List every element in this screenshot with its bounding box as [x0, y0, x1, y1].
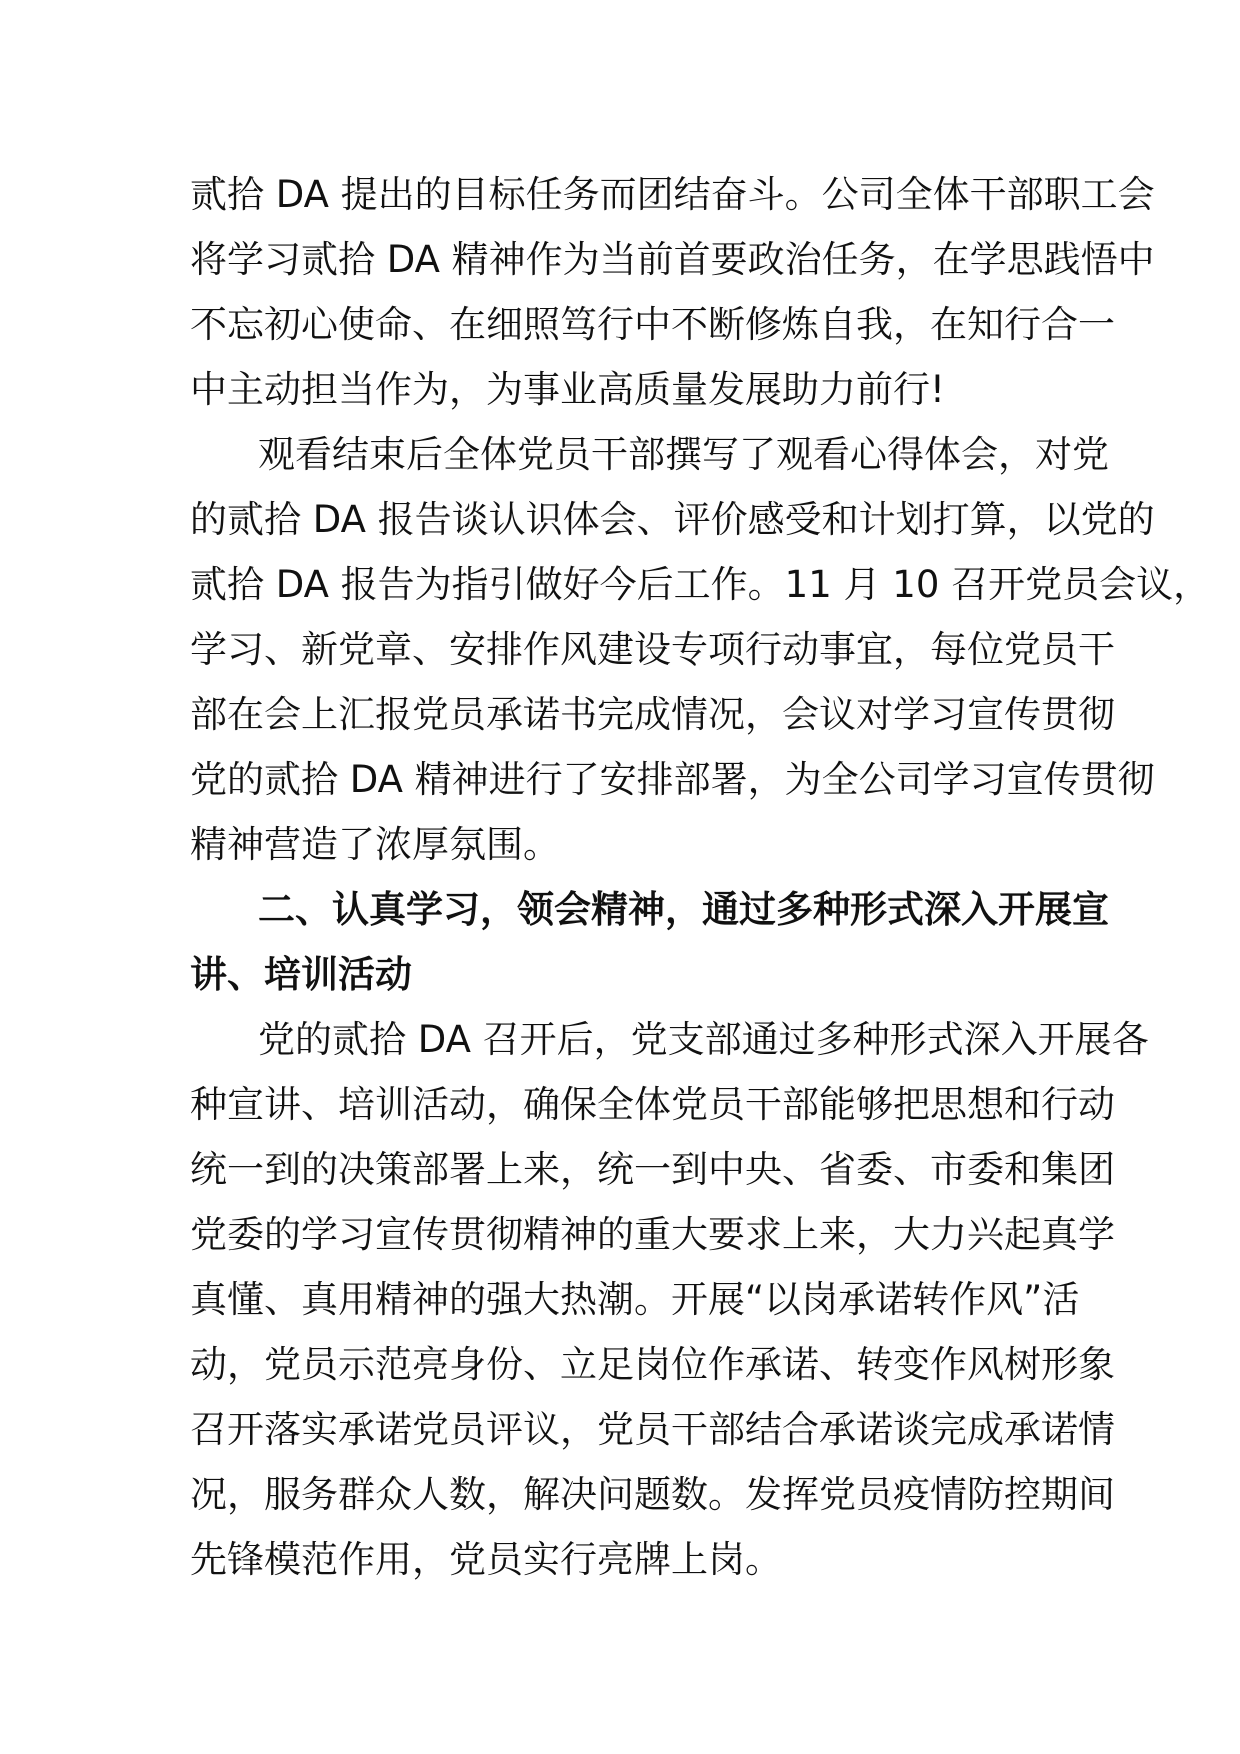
text-line: 不忘初心使命、在细照笃行中不断修炼自我，在知行合一 [190, 303, 1115, 346]
text-line: 统一到的决策部署上来，统一到中央、省委、市委和集团 [190, 1148, 1115, 1191]
heading-line: 二、认真学习，领会精神，通过多种形式深入开展宣 [258, 888, 1109, 931]
paragraph-1 [190, 162, 1155, 422]
text-line: 学习、新党章、安排作风建设专项行动事宜，每位党员干 [190, 628, 1115, 671]
document-body [190, 162, 1211, 1592]
paragraph-2 [190, 422, 1211, 877]
text-line: 贰拾 DA 提出的目标任务而团结奋斗。公司全体干部职工会 [190, 173, 1155, 216]
section-heading [190, 877, 1109, 1007]
text-line: 部在会上汇报党员承诺书完成情况，会议对学习宣传贯彻 [190, 693, 1115, 736]
text-line: 观看结束后全体党员干部撰写了观看心得体会，对党 [258, 433, 1109, 476]
text-line: 中主动担当作为，为事业高质量发展助力前行! [190, 368, 945, 411]
heading-line: 讲、培训活动 [190, 953, 412, 996]
paragraph-3 [190, 1007, 1149, 1592]
text-line: 贰拾 DA 报告为指引做好今后工作。11 月 10 召开党员会议， [190, 563, 1211, 606]
text-line: 党的贰拾 DA 精神进行了安排部署，为全公司学习宣传贯彻 [190, 758, 1155, 801]
text-line: 党的贰拾 DA 召开后，党支部通过多种形式深入开展各 [258, 1018, 1149, 1061]
text-line: 的贰拾 DA 报告谈认识体会、评价感受和计划打算，以党的 [190, 498, 1155, 541]
text-line: 将学习贰拾 DA 精神作为当前首要政治任务，在学思践悟中 [190, 238, 1155, 281]
text-line: 况，服务群众人数，解决问题数。发挥党员疫情防控期间 [190, 1473, 1115, 1516]
text-line: 种宣讲、培训活动，确保全体党员干部能够把思想和行动 [190, 1083, 1115, 1126]
text-line: 召开落实承诺党员评议，党员干部结合承诺谈完成承诺情 [190, 1408, 1115, 1451]
text-line: 党委的学习宣传贯彻精神的重大要求上来，大力兴起真学 [190, 1213, 1115, 1256]
text-line: 动，党员示范亮身份、立足岗位作承诺、转变作风树形象 [190, 1343, 1115, 1386]
text-line: 精神营造了浓厚氛围。 [190, 823, 560, 866]
text-line: 先锋模范作用，党员实行亮牌上岗。 [190, 1538, 782, 1581]
text-line: 真懂、真用精神的强大热潮。开展“以岗承诺转作风”活 [190, 1278, 1080, 1321]
